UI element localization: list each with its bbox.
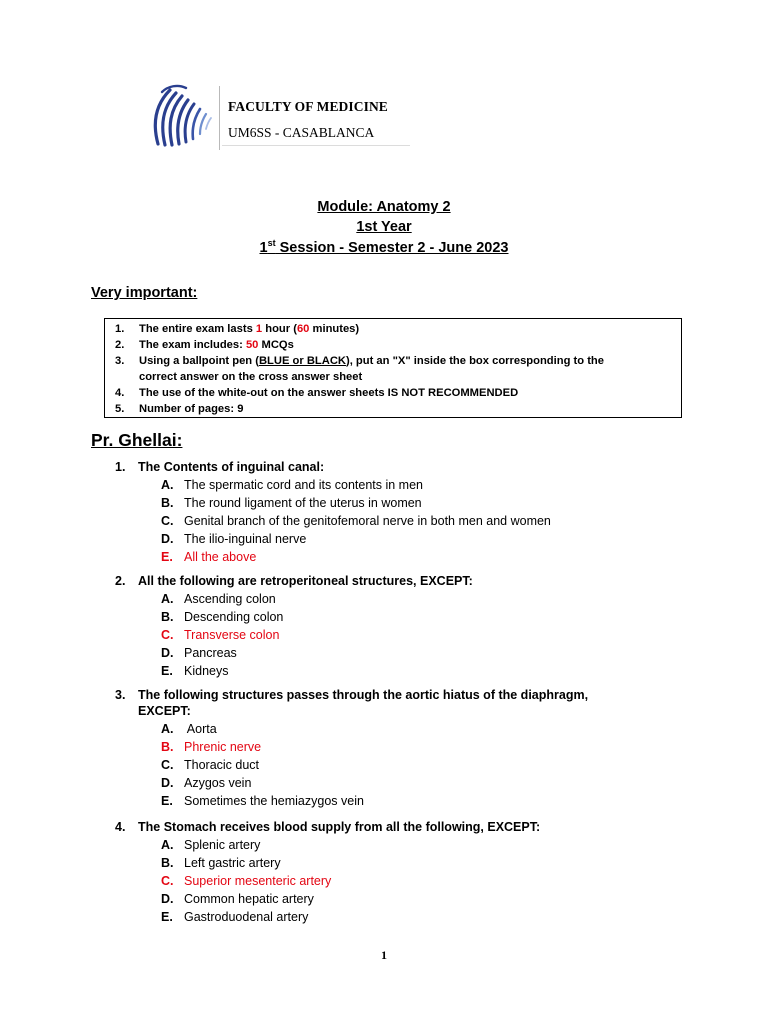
answer-option-correct (161, 550, 256, 564)
question-text: The Contents of inguinal canal: (138, 460, 325, 474)
option-text: Genital branch of the genitofemoral nerve in both men and women (184, 514, 551, 528)
rule-text: The use of the white-out on the answer sheets IS NOT RECOMMENDED (139, 387, 519, 399)
question-number: 2. (115, 574, 126, 588)
session-number: 1 (259, 240, 268, 256)
option-letter: B. (161, 856, 174, 870)
rule-text: hour ( (262, 323, 297, 335)
option-text: Kidneys (184, 664, 229, 678)
option-letter: E. (161, 910, 173, 924)
answer-option-correct (161, 874, 331, 888)
answer-option (161, 722, 217, 736)
question-text: The following structures passes through the aortic hiatus of the diaphragm, (138, 688, 589, 702)
rule-text: The entire exam lasts (139, 323, 256, 335)
important-heading: Very important: (91, 285, 198, 301)
instruction-rule (115, 385, 518, 401)
option-letter: E. (161, 550, 173, 564)
option-text: Ascending colon (184, 592, 276, 606)
module-title: Module: Anatomy 2 (317, 199, 451, 215)
option-text: Phrenic nerve (184, 740, 262, 754)
option-text: Transverse colon (184, 628, 280, 642)
option-letter: A. (161, 592, 174, 606)
option-text: The round ligament of the uterus in women (184, 496, 422, 510)
question-stem (115, 574, 473, 588)
option-letter: A. (161, 838, 174, 852)
rule-number: 2. (115, 339, 125, 351)
question-text-continued: EXCEPT: (138, 704, 191, 718)
answer-option (161, 592, 276, 606)
session-ordinal: st (267, 238, 276, 249)
logo-divider (219, 86, 220, 150)
session-details: Session - Semester 2 - June 2023 (275, 240, 509, 256)
rule-number: 4. (115, 387, 125, 399)
rule-text: The exam includes: (139, 339, 246, 351)
instruction-rule (115, 321, 359, 337)
option-text: Splenic artery (184, 838, 261, 852)
question-number: 3. (115, 688, 126, 702)
header-rule (222, 145, 410, 146)
answer-option (161, 532, 306, 546)
option-text: All the above (184, 550, 257, 564)
professor-heading: Pr. Ghellai: (91, 430, 183, 450)
option-letter: D. (161, 776, 174, 790)
answer-option (161, 478, 423, 492)
rule-number: 5. (115, 403, 125, 415)
option-letter: C. (161, 514, 174, 528)
option-text: The ilio-inguinal nerve (184, 532, 307, 546)
option-letter: A. (161, 722, 174, 736)
option-text: Superior mesenteric artery (184, 874, 332, 888)
instruction-rule (115, 369, 362, 385)
rule-text: 1 (255, 323, 263, 335)
option-text: Descending colon (184, 610, 284, 624)
rule-text: ), put an "X" inside the box corresponding to the (345, 355, 604, 367)
option-letter: C. (161, 758, 174, 772)
option-text: Pancreas (184, 646, 237, 660)
question-number: 4. (115, 820, 126, 834)
option-text: The spermatic cord and its contents in men (184, 478, 424, 492)
option-letter: E. (161, 664, 173, 678)
rule-text: Using a ballpoint pen ( (139, 355, 259, 367)
option-letter: B. (161, 610, 174, 624)
rule-text: BLUE or BLACK (258, 355, 346, 367)
instruction-rule (115, 353, 604, 369)
option-letter: E. (161, 794, 173, 808)
rule-number: 1. (115, 323, 125, 335)
answer-option (161, 496, 422, 510)
instruction-rule (115, 401, 243, 417)
institution-name: UM6SS - CASABLANCA (228, 125, 375, 140)
question-text: All the following are retroperitoneal structures, EXCEPT: (138, 574, 473, 588)
faculty-title: FACULTY OF MEDICINE (228, 99, 388, 114)
answer-option (161, 838, 260, 852)
answer-option (161, 892, 314, 906)
rule-text: MCQs (258, 339, 294, 351)
answer-option (161, 776, 251, 790)
option-letter: D. (161, 646, 174, 660)
answer-option (161, 758, 259, 772)
answer-option (161, 610, 283, 624)
option-text: Sometimes the hemiazygos vein (184, 794, 364, 808)
option-letter: D. (161, 892, 174, 906)
option-letter: D. (161, 532, 174, 546)
rule-text: minutes) (309, 323, 360, 335)
answer-option (161, 910, 308, 924)
option-text: Gastroduodenal artery (184, 910, 309, 924)
rule-text: 50 (245, 339, 259, 351)
option-letter: B. (161, 496, 174, 510)
question-stem (115, 820, 540, 834)
option-text: Azygos vein (184, 776, 252, 790)
answer-option (161, 794, 364, 808)
instruction-rule (115, 337, 294, 353)
rule-number: 3. (115, 355, 125, 367)
rule-text: correct answer on the cross answer sheet (139, 371, 363, 383)
faculty-logo-icon (148, 82, 220, 152)
option-letter: A. (161, 478, 174, 492)
question-stem (115, 460, 324, 474)
answer-option-correct (161, 740, 261, 754)
rule-text: 60 (296, 323, 310, 335)
answer-option (161, 856, 281, 870)
answer-option (161, 664, 228, 678)
option-text: Thoracic duct (184, 758, 260, 772)
answer-option-correct (161, 628, 279, 642)
option-text: Common hepatic artery (184, 892, 314, 906)
page-number: 1 (381, 948, 387, 962)
question-text: The Stomach receives blood supply from all the following, EXCEPT: (138, 820, 541, 834)
option-letter: C. (161, 874, 174, 888)
question-stem (115, 688, 588, 702)
answer-option (161, 646, 237, 660)
question-number: 1. (115, 460, 126, 474)
session-label (0, 240, 768, 256)
rule-text: Number of pages: 9 (139, 403, 244, 415)
option-letter: C. (161, 628, 174, 642)
instructions-box (104, 318, 682, 418)
option-text: Left gastric artery (184, 856, 281, 870)
option-text: Aorta (184, 722, 217, 736)
year-label: 1st Year (356, 219, 412, 235)
option-letter: B. (161, 740, 174, 754)
answer-option (161, 514, 551, 528)
